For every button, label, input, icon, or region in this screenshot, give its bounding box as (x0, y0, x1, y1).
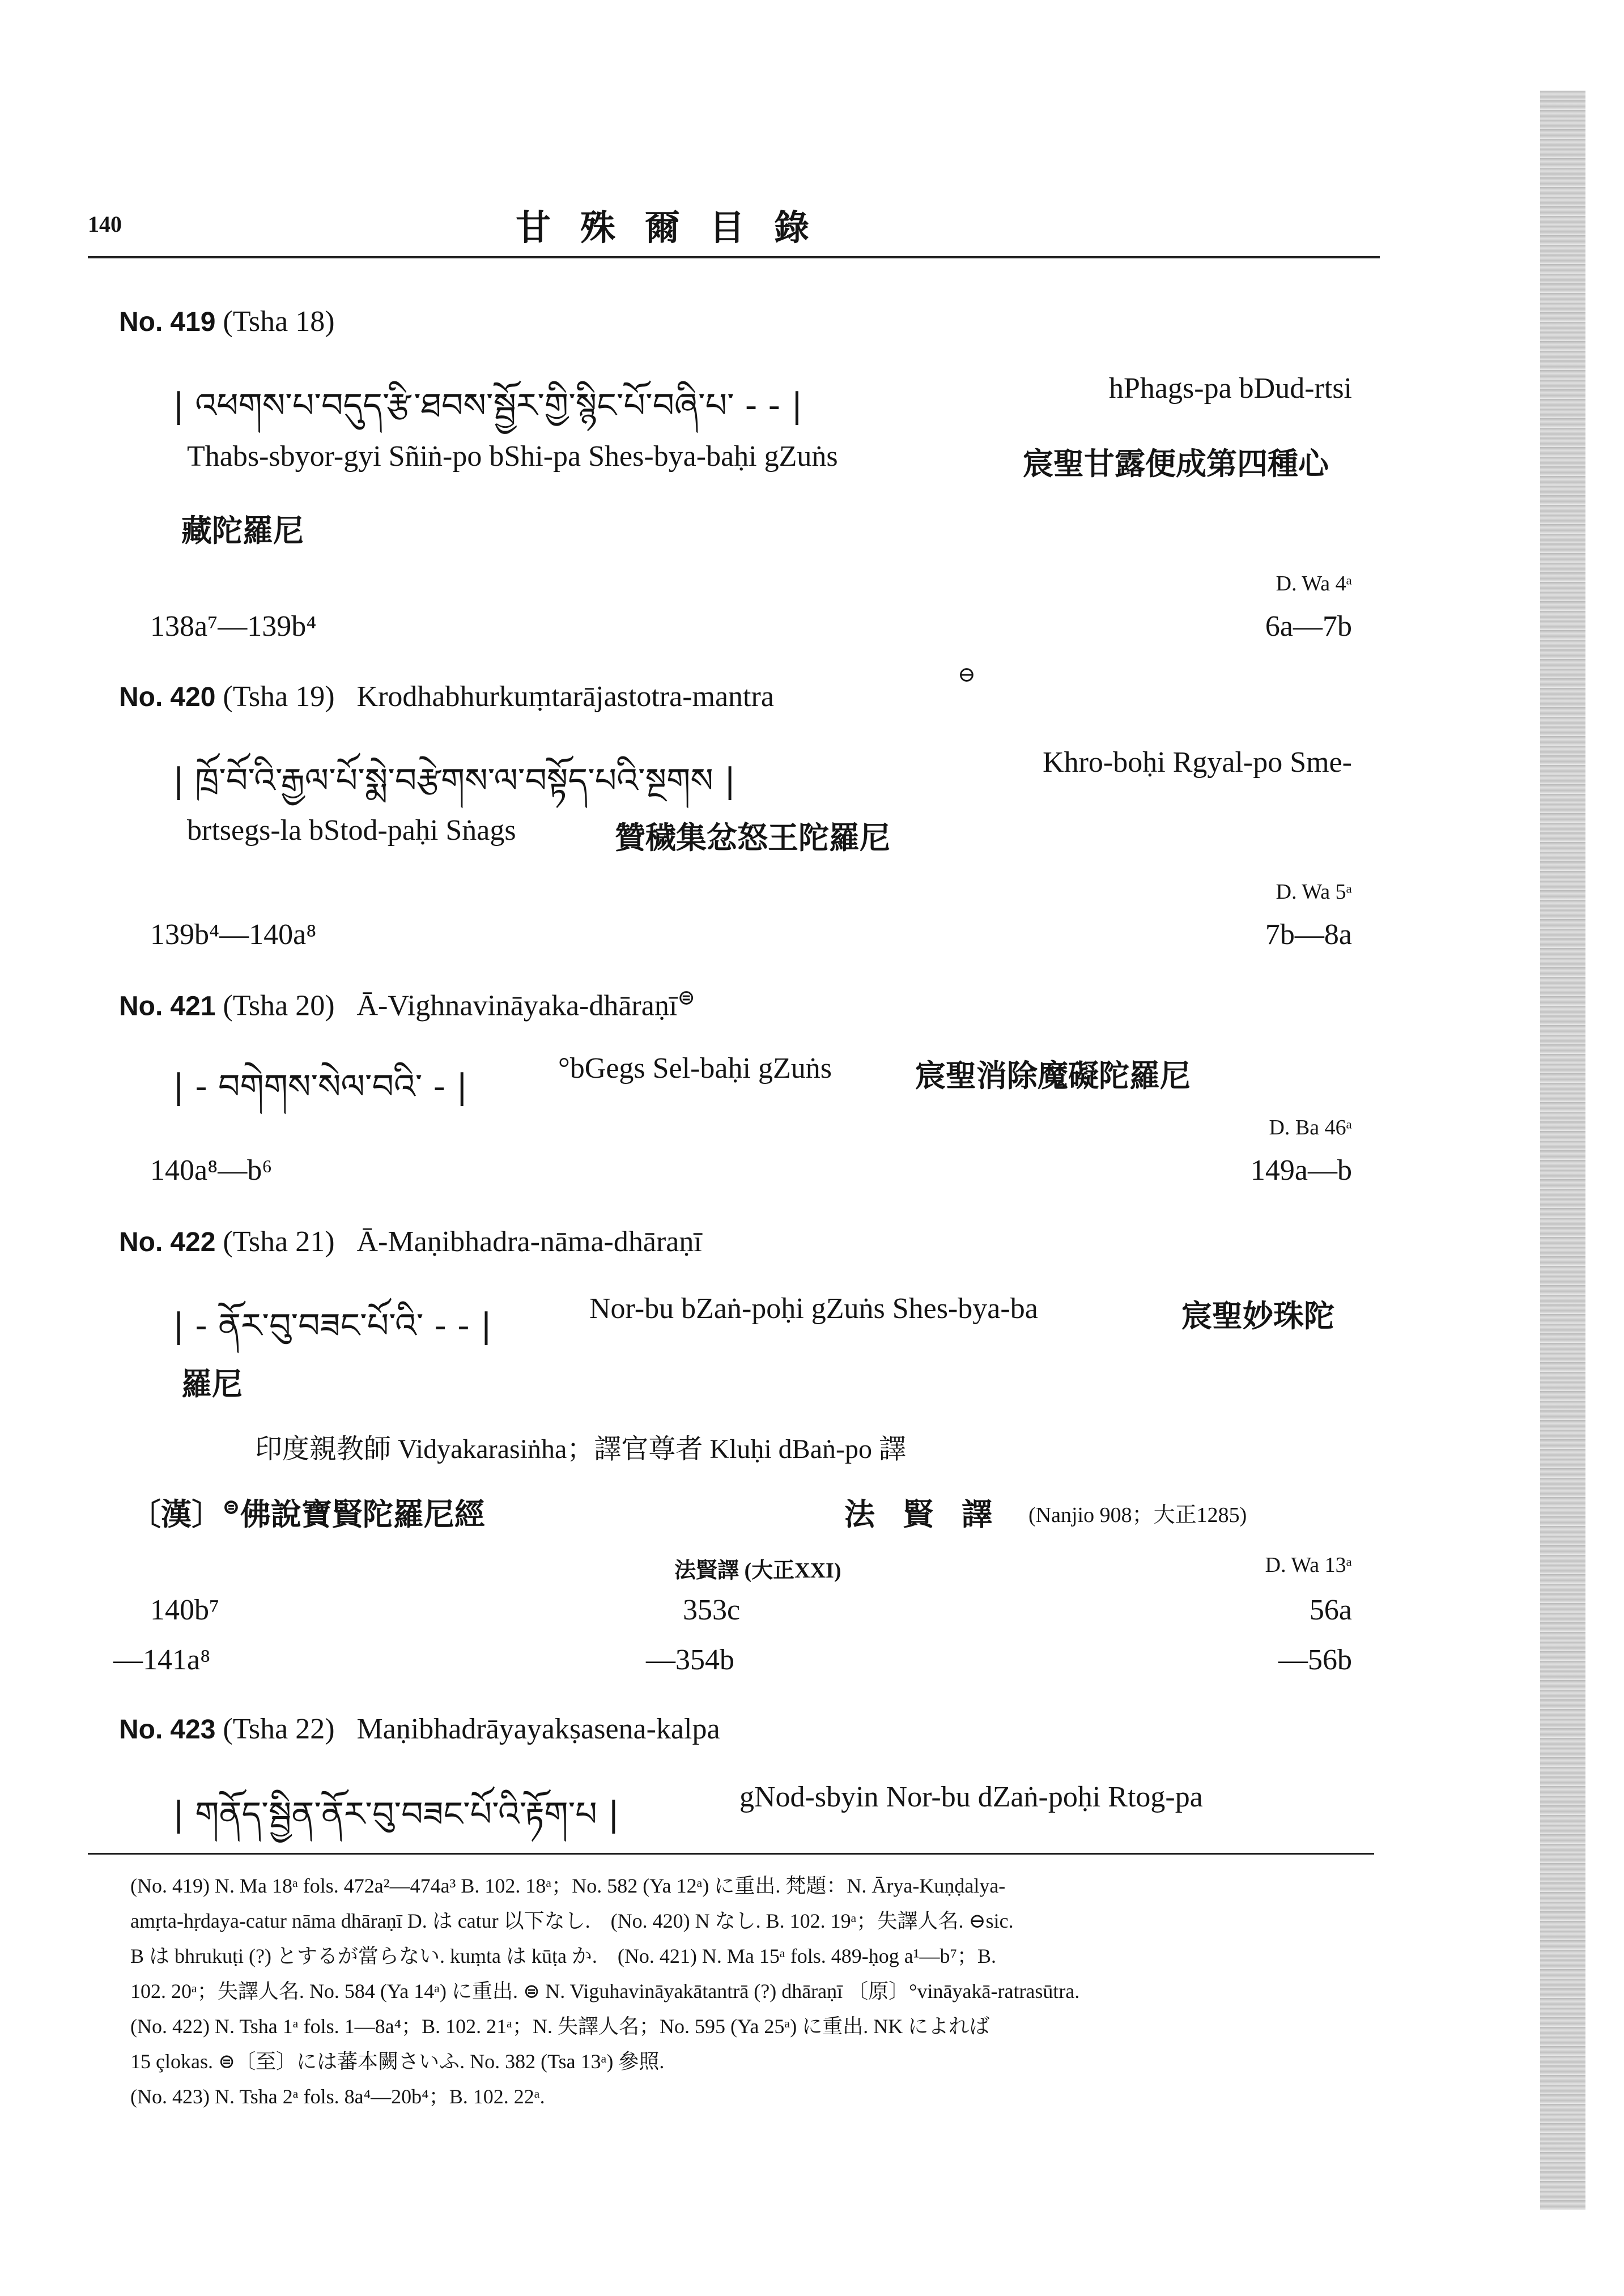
entry-no-label: No. (119, 1227, 163, 1257)
column-header: 法賢譯 (大正XXI) (674, 1559, 841, 1583)
folio-range: 6a—7b (1265, 610, 1352, 643)
tibetan-script: | འཕགས་པ་བདུད་རྩི་ཐབས་སྦྱོར་གྱི་སྙིང་པོ་བཞི་པ་ - - | (173, 386, 803, 426)
entry-heading (119, 1225, 702, 1258)
scan-edge-texture (1540, 91, 1585, 2210)
entry-number: 423 (170, 1715, 216, 1745)
entry-number: 421 (170, 991, 216, 1022)
chinese-title: 羅尼 (181, 1367, 243, 1401)
entry-heading (119, 305, 335, 338)
chinese-title: 宸聖妙珠陀 (1181, 1299, 1334, 1333)
circle-mark: ⊖ (958, 663, 976, 687)
chinese-title: 贊穢集忿怒王陀羅尼 (615, 821, 890, 855)
tibetan-script: | - བགེགས་སེལ་བའི་ - | (173, 1067, 468, 1107)
entry-number: 422 (170, 1227, 216, 1257)
column-header: D. Wa 13ᵃ (1265, 1553, 1352, 1577)
footnote-line: 102. 20ᵃ；失譯人名. No. 584 (Ya 14ᵃ) に重出. ⊜ N. Viguhavināyakātantrā (?) dhāraṇī 〔原〕°vināyakā-ratrasūtra. (130, 1980, 1080, 2002)
entry-number: 419 (170, 307, 216, 337)
entry-heading (119, 1712, 720, 1746)
page-number: 140 (88, 211, 122, 237)
footnote-line: (No. 419) N. Ma 18ᵃ fols. 472a²—474a³ B. 102. 18ᵃ；No. 582 (Ya 12ᵃ) に重出. 梵題：N. Ārya-Kuṇḍalya- (130, 1874, 1006, 1897)
taisho-page: —354b (646, 1644, 734, 1676)
folio-range: 140b⁷ (150, 1594, 220, 1626)
sanskrit-title: Ā-Vighnavināyaka-dhāraṇī (356, 989, 678, 1022)
entry-no-label: No. (119, 991, 163, 1022)
folio-range: 139b⁴—140a⁸ (150, 919, 317, 951)
chinese-title: 藏陀羅尼 (181, 514, 304, 548)
translator-line: 印度親教師 Vidyakarasiṅha；譯官尊者 Kluḥi dBaṅ-po 譯 (255, 1434, 906, 1464)
entry-number: 420 (170, 682, 216, 712)
han-reference: (Nanjio 908；大正1285) (1028, 1503, 1247, 1527)
entry-tsha: (Tsha 21) (223, 1226, 335, 1258)
entry-tsha: (Tsha 20) (223, 989, 335, 1022)
transliteration-line: °bGegs Sel-baḥi gZuṅs (558, 1052, 832, 1085)
entry-no-label: No. (119, 682, 163, 712)
transliteration-line: brtsegs-la bStod-paḥi Sṅags (187, 814, 516, 847)
transliteration-line: gNod-sbyin Nor-bu dZaṅ-poḥi Rtog-pa (739, 1781, 1203, 1813)
entry-no-label: No. (119, 1715, 163, 1745)
folio-range: 149a—b (1250, 1154, 1352, 1187)
entry-no-label: No. (119, 307, 163, 337)
entry-heading (119, 680, 774, 713)
footnote-rule (88, 1853, 1374, 1855)
folio-range: —141a⁸ (113, 1644, 211, 1676)
footnote-mark: ⊜ (222, 1495, 240, 1519)
taisho-page: 353c (683, 1594, 741, 1626)
transliteration-line: Thabs-sbyor-gyi Sñiṅ-po bShi-pa Shes-bya-baḥi gZuṅs (187, 440, 838, 473)
tibetan-script: | ཁྲོ་བོ་འི་རྒྱལ་པོ་སྨེ་བརྩེགས་ལ་བསྟོད་པའི་སྔགས | (173, 761, 736, 801)
derge-reference: D. Wa 5ᵃ (1276, 880, 1352, 904)
chinese-title: 宸聖消除魔礙陀羅尼 (915, 1059, 1191, 1093)
header-rule (88, 256, 1380, 258)
entry-tsha: (Tsha 18) (223, 305, 335, 338)
entry-heading (119, 985, 695, 1022)
derge-reference: D. Wa 4ᵃ (1276, 572, 1352, 596)
folio-range: 7b—8a (1265, 919, 1352, 951)
chinese-title: 宸聖甘露便成第四種心 (1023, 447, 1329, 481)
footnote-line: B は bhrukuṭi (?) とするが當らない. kuṃta は kūṭa か. (No. 421) N. Ma 15ᵃ fols. 489-ḥog a¹—b⁷；B. (130, 1945, 997, 1967)
folio-range: —56b (1278, 1644, 1352, 1676)
derge-reference: D. Ba 46ᵃ (1269, 1116, 1352, 1140)
transliteration-line: Nor-bu bZaṅ-poḥi gZuṅs Shes-bya-ba (589, 1292, 1038, 1325)
transliteration-line: Khro-boḥi Rgyal-po Sme- (1043, 746, 1352, 779)
page-title: 甘殊爾目錄 (516, 209, 839, 248)
tibetan-script: | གནོད་སྦྱིན་ནོར་བུ་བཟང་པོ་འི་རྟོག་པ | (173, 1795, 620, 1834)
footnote-line: (No. 423) N. Tsha 2ᵃ fols. 8a⁴—20b⁴；B. 102. 22ᵃ. (130, 2085, 545, 2108)
transliteration-line: hPhags-pa bDud-rtsi (1109, 372, 1352, 405)
han-translator: 法 賢 譯 (844, 1498, 1002, 1532)
footnote-line: 15 çlokas. ⊜〔至〕には蕃本闕さいふ. No. 382 (Tsa 13ᵃ) 參照. (130, 2050, 665, 2073)
entry-tsha: (Tsha 22) (223, 1713, 335, 1745)
footnote-line: amṛta-hṛdaya-catur nāma dhāraṇī D. は catur 以下なし. (No. 420) N なし. B. 102. 19ᵃ；失譯人名. ⊖sic. (130, 1910, 1014, 1932)
folio-range: 138a⁷—139b⁴ (150, 610, 317, 643)
folio-range: 56a (1309, 1594, 1352, 1626)
sanskrit-title: Maṇibhadrāyayakṣasena-kalpa (356, 1713, 720, 1745)
han-label: 〔漢〕 (130, 1498, 222, 1532)
han-title: 佛說寶賢陀羅尼經 (240, 1498, 485, 1532)
footnote-mark: ⊜ (677, 986, 696, 1010)
sanskrit-title: Ā-Maṇibhadra-nāma-dhāraṇī (356, 1226, 702, 1258)
entry-tsha: (Tsha 19) (223, 681, 335, 713)
folio-range: 140a⁸—b⁶ (150, 1154, 273, 1187)
sanskrit-title: Krodhabhurkuṃtarājastotra-mantra (356, 681, 774, 713)
tibetan-script: | - ནོར་བུ་བཟང་པོ་འི་ - - | (173, 1306, 492, 1346)
footnote-line: (No. 422) N. Tsha 1ᵃ fols. 1—8a⁴；B. 102. 21ᵃ；N. 失譯人名；No. 595 (Ya 25ᵃ) に重出. NK によれば (130, 2015, 990, 2038)
han-version (130, 1490, 485, 1534)
